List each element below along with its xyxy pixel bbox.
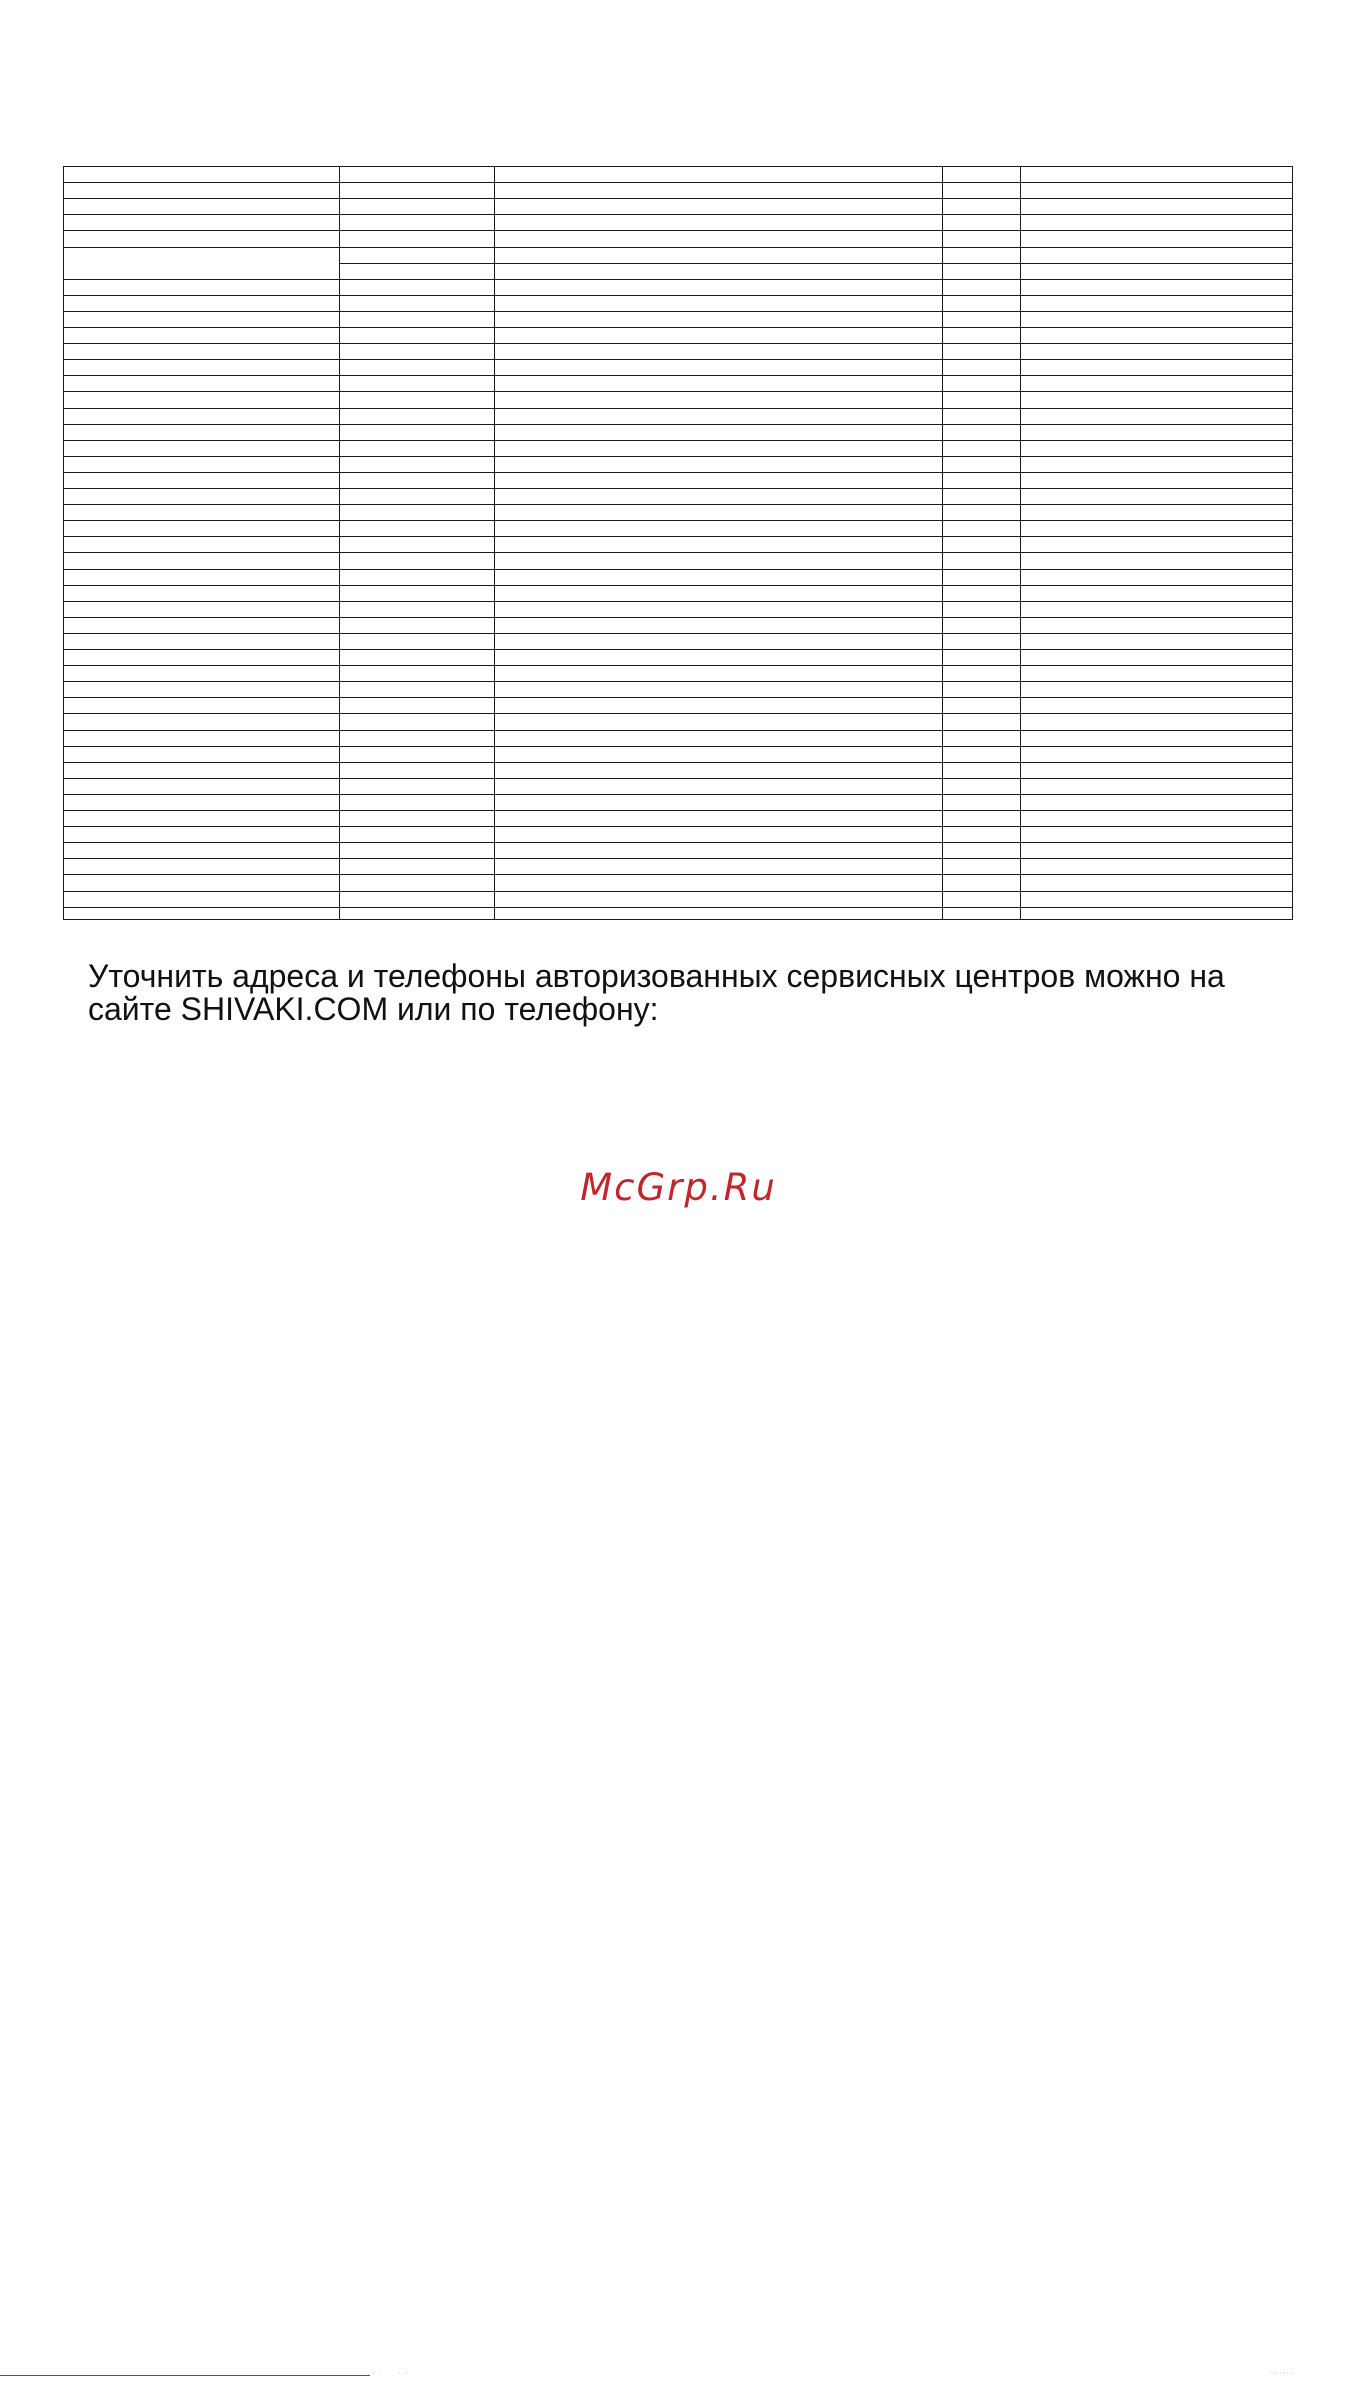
note-line-2: сайте SHIVAKI.COM или по телефону: <box>88 991 659 1027</box>
footer-mark-right: ······· <box>1268 2370 1294 2377</box>
watermark-text: McGrp.Ru <box>580 1166 777 1209</box>
service-centers-note <box>88 960 1288 1026</box>
service-centers-table <box>63 166 1293 920</box>
footer-mark-left: · · · · <box>372 2370 409 2377</box>
footer-rule <box>0 2375 370 2376</box>
note-line-1: Уточнить адреса и телефоны авторизованных сервисных центров можно на <box>88 958 1225 994</box>
